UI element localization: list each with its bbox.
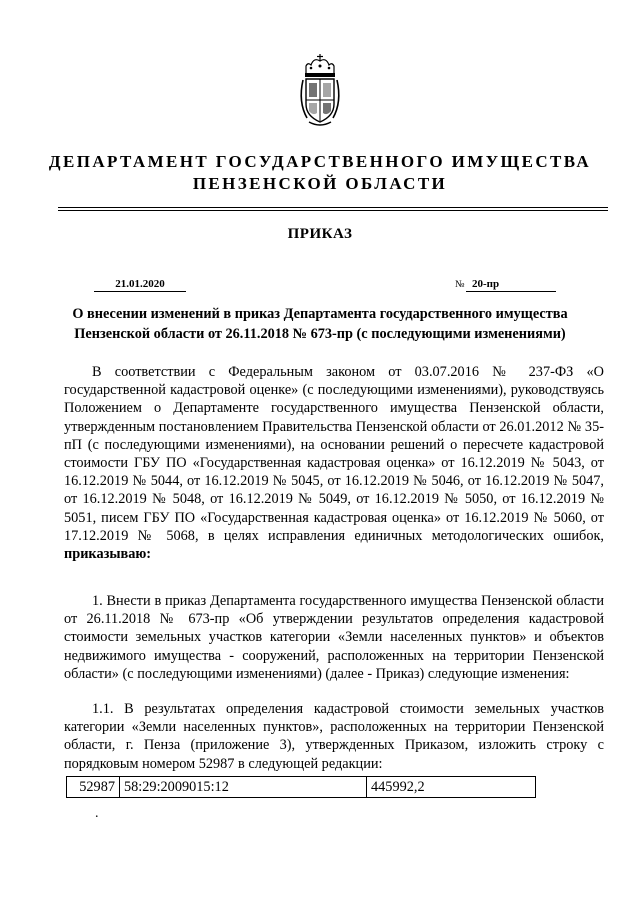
department-name-line2: ПЕНЗЕНСКОЙ ОБЛАСТИ bbox=[192, 174, 448, 193]
clause-1-paragraph: 1. Внести в приказ Департамента государственного имущества Пензенской области от 26.11.2018 № 673-пр «Об утверждении результатов определения кадастровой стоимости земельных участков категории «Земли населенных пунктов» и объектов недвижимого имущества - сооружений, расположенных на территории Пензенской области» (с последующими изменениями) (далее - Приказ) следующие изменения: bbox=[64, 593, 604, 682]
number-label: № bbox=[455, 279, 465, 290]
header-divider-secondary bbox=[58, 210, 608, 211]
document-number: 20-пр bbox=[466, 278, 556, 292]
amended-row-table bbox=[66, 776, 536, 798]
header-divider bbox=[58, 207, 608, 208]
cadastral-number-cell: 58:29:2009015:12 bbox=[120, 777, 367, 798]
document-subject: О внесении изменений в приказ Департамента государственного имущества Пензенской области от 26.11.2018 № 673-пр (с последующими изменениями) bbox=[72, 306, 568, 342]
department-name-line1: ДЕПАРТАМЕНТ ГОСУДАРСТВЕННОГО ИМУЩЕСТВА bbox=[48, 152, 592, 171]
document-type-title: ПРИКАЗ bbox=[287, 226, 353, 242]
order-keyword: приказываю: bbox=[64, 546, 152, 563]
table-row bbox=[67, 777, 536, 798]
preamble-paragraph bbox=[64, 363, 604, 563]
trailing-mark: . bbox=[95, 806, 99, 821]
cadastral-value-cell: 445992,2 bbox=[367, 777, 536, 798]
coat-of-arms-icon bbox=[297, 52, 343, 128]
clause-1-1-paragraph: 1.1. В результатах определения кадастровой стоимости земельных участков категории «Земли населенных пунктов», расположенных на территории Пензенской области, г. Пенза (приложение 3), утвержденных Приказом, изложить строку с порядковым номером 52987 в следующей редакции: bbox=[64, 701, 604, 772]
document-date: 21.01.2020 bbox=[94, 278, 186, 292]
preamble-text: В соответствии с Федеральным законом от 03.07.2016 № 237-ФЗ «О государственной кадастровой оценке» (с последующими изменениями), руководствуясь Положением о Департаменте государственного имущества Пензенской области, утвержденным постановлением Правительства Пензенской области от 26.01.2012 № 35-пП (с последующими изменениями), на основании решений о пересчете кадастровой стоимости ГБУ ПО «Государственная кадастровая оценка» от 16.12.2019 № 5043, от 16.12.2019 № 5044, от 16.12.2019 № 5045, от 16.12.2019 № 5046, от 16.12.2019 № 5047, от 16.12.2019 № 5048, от 16.12.2019 № 5049, от 16.12.2019 № 5050, от 16.12.2019 № 5051, писем ГБУ ПО «Государственная кадастровая оценка» от 16.12.2019 № 5060, от 17.12.2019 № 5068, в целях исправления единичных методологических ошибок, bbox=[64, 364, 604, 544]
row-number-cell: 52987 bbox=[67, 777, 120, 798]
